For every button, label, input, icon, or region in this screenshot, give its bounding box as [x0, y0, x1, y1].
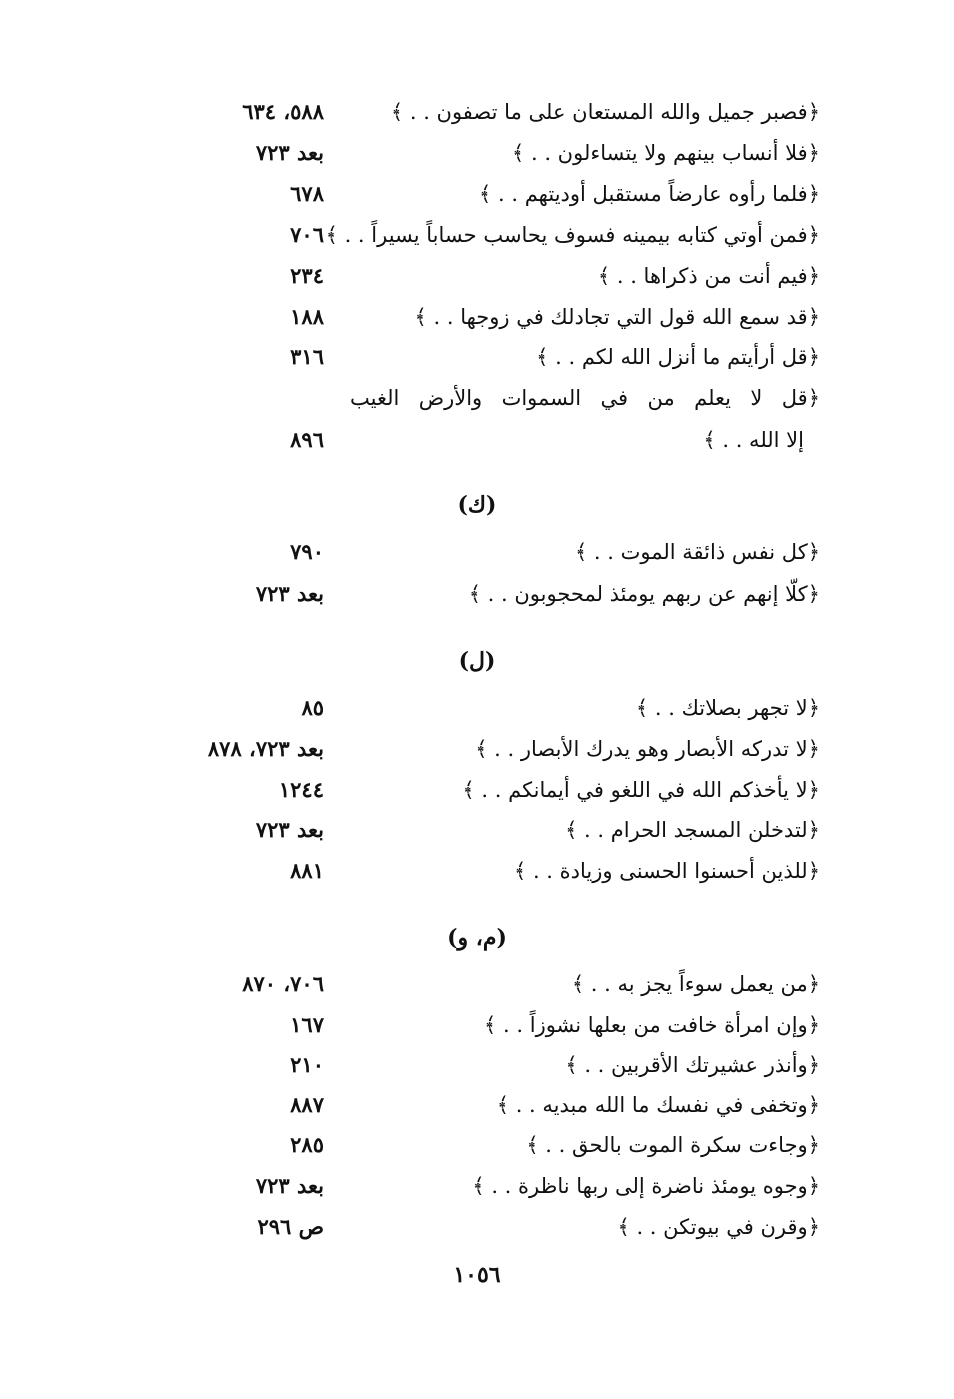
- page-reference: ٥٨٨، ٦٣٤: [242, 99, 324, 124]
- index-entry: [0, 532, 820, 572]
- verse-text: ﴿لا يأخذكم الله في اللغو في أيمانكم . . ﴾: [462, 778, 820, 802]
- page-reference: ٧٩٠: [290, 539, 324, 564]
- page-reference: ٣١٦: [290, 344, 324, 369]
- page-reference: بعد ٧٢٣: [255, 581, 324, 606]
- verse-text: ﴿فلا أنساب بينهم ولا يتساءلون . . ﴾: [512, 141, 820, 165]
- index-entry: [0, 133, 820, 173]
- wrapped-verse-line-2: إلا الله . . ﴾: [703, 428, 804, 452]
- page-reference: بعد ٧٢٣: [255, 140, 324, 165]
- verse-text: ﴿فيم أنت من ذكراها . . ﴾: [597, 264, 820, 288]
- verse-text: ﴿لا تجهر بصلاتك . . ﴾: [635, 696, 820, 720]
- verse-text: ﴿وجوه يومئذ ناضرة إلى ربها ناظرة . . ﴾: [472, 1174, 820, 1198]
- verse-text: ﴿لتدخلن المسجد الحرام . . ﴾: [565, 818, 820, 842]
- index-entry: [0, 1005, 820, 1045]
- section-heading: (ك): [457, 492, 497, 518]
- page-number: ١٠٥٦: [453, 1262, 501, 1288]
- page-reference: ص ٢٩٦: [257, 1214, 324, 1239]
- index-entry: [0, 297, 820, 337]
- verse-text: ﴿كل نفس ذائقة الموت . . ﴾: [574, 540, 820, 564]
- verse-text: ﴿فلما رأوه عارضاً مستقبل أوديتهم . . ﴾: [479, 182, 820, 206]
- verse-text: ﴿فصبر جميل والله المستعان على ما تصفون . . ﴾: [390, 100, 820, 124]
- index-entry: [0, 1166, 820, 1206]
- verse-text: ﴿وقرن في بيوتكن . . ﴾: [617, 1215, 820, 1239]
- index-entry: [0, 1207, 820, 1247]
- page-reference: ١٨٨: [290, 304, 324, 329]
- index-entry: [0, 729, 820, 769]
- index-entry: [0, 964, 820, 1004]
- page-reference: بعد ٧٢٣: [255, 1173, 324, 1198]
- verse-text: ﴿وتخفى في نفسك ما الله مبديه . . ﴾: [496, 1093, 820, 1117]
- index-entry: [0, 851, 820, 891]
- page-reference: ٢٨٥: [290, 1132, 324, 1157]
- page-reference: ٢٣٤: [290, 263, 324, 288]
- page-reference: ١٢٤٤: [278, 777, 324, 802]
- index-entry: [0, 1125, 820, 1165]
- page-reference: ٨٥: [301, 695, 324, 720]
- index-entry: [0, 92, 820, 132]
- index-entry: [0, 256, 820, 296]
- page-reference: ٧٠٦: [290, 222, 324, 247]
- section-heading: (م، و): [447, 925, 507, 951]
- verse-text: ﴿للذين أحسنوا الحسنى وزيادة . . ﴾: [513, 859, 820, 883]
- verse-text: ﴿كلّا إنهم عن ربهم يومئذ لمحجوبون . . ﴾: [468, 582, 820, 606]
- page-reference: ٨٨١: [290, 858, 324, 883]
- section-heading: (ل): [458, 648, 496, 674]
- page-reference: ٢١٠: [290, 1052, 324, 1077]
- index-entry: [0, 810, 820, 850]
- wrapped-verse-line-1: ﴿قل لا يعلم من في السموات والأرض الغيب: [350, 386, 820, 410]
- index-entry: [0, 574, 820, 614]
- page-reference: بعد ٧٢٣: [255, 817, 324, 842]
- index-entry: [0, 770, 820, 810]
- index-entry: [0, 174, 820, 214]
- verse-text: ﴿وجاءت سكرة الموت بالحق . . ﴾: [526, 1133, 820, 1157]
- page-reference: بعد ٧٢٣، ٨٧٨: [207, 736, 324, 761]
- verse-text: ﴿قل أرأيتم ما أنزل الله لكم . . ﴾: [536, 345, 820, 369]
- verse-text: ﴿وإن امرأة خافت من بعلها نشوزاً . . ﴾: [484, 1013, 820, 1037]
- verse-text: ﴿لا تدركه الأبصار وهو يدرك الأبصار . . ﴾: [475, 737, 820, 761]
- page-reference: ٦٧٨: [290, 181, 324, 206]
- page-reference: ٨٨٧: [290, 1092, 324, 1117]
- verse-text: ﴿من يعمل سوءاً يجز به . . ﴾: [571, 972, 820, 996]
- index-entry: [0, 688, 820, 728]
- index-entry: [0, 215, 820, 255]
- verse-text: ﴿فمن أوتي كتابه بيمينه فسوف يحاسب حساباً يسيراً . . ﴾: [325, 223, 820, 247]
- page-reference: ٧٠٦، ٨٧٠: [242, 971, 324, 996]
- index-entry: [0, 337, 820, 377]
- verse-text: ﴿قد سمع الله قول التي تجادلك في زوجها . . ﴾: [414, 305, 820, 329]
- verse-text: ﴿وأنذر عشيرتك الأقربين . . ﴾: [565, 1053, 820, 1077]
- index-entry: [0, 1085, 820, 1125]
- page-reference: ٨٩٦: [290, 427, 324, 452]
- page-reference: ١٦٧: [290, 1012, 324, 1037]
- index-entry: [0, 1045, 820, 1085]
